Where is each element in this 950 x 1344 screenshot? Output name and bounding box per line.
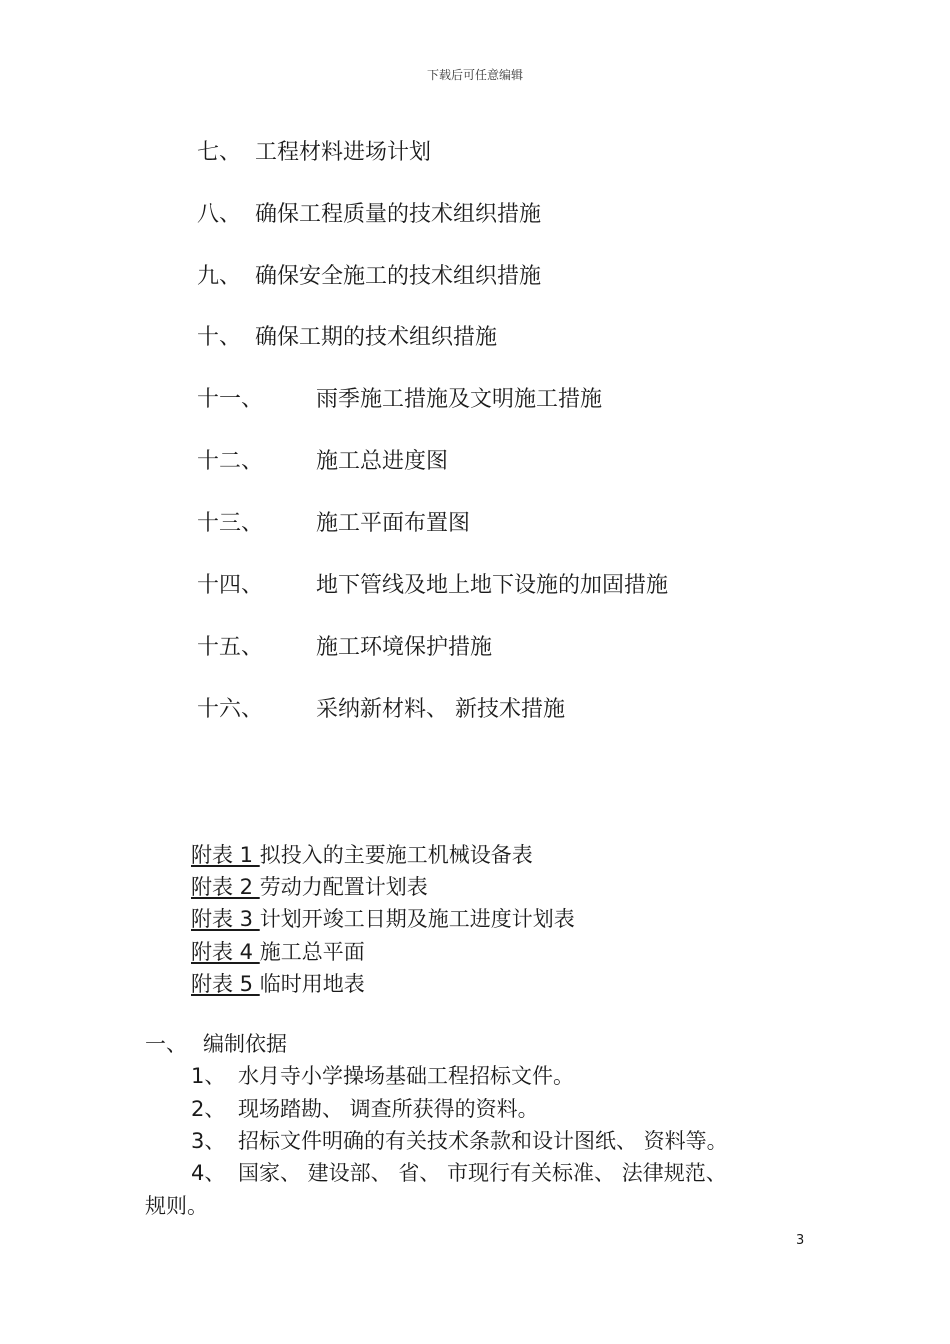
section-heading	[145, 1029, 287, 1059]
section-number: 一、	[145, 1032, 187, 1056]
appendix-link[interactable]: 附表 4	[191, 940, 260, 964]
list-item	[191, 1094, 539, 1124]
item-text: 现场踏勘、 调查所获得的资料。	[238, 1097, 539, 1121]
appendix-title: 临时用地表	[259, 972, 365, 996]
toc-title: 工程材料进场计划	[255, 140, 432, 165]
appendix-title: 施工总平面	[259, 940, 365, 964]
section-title: 编制依据	[203, 1032, 287, 1056]
appendix-link[interactable]: 附表 1	[191, 843, 260, 867]
toc-number: 十二、	[197, 449, 264, 474]
item-text: 水月寺小学操场基础工程招标文件。	[238, 1064, 574, 1088]
appendix-link[interactable]: 附表 2	[191, 875, 260, 899]
item-number: 1、	[191, 1064, 226, 1088]
appendix-link[interactable]: 附表 3	[191, 907, 260, 931]
toc-number: 十四、	[197, 573, 264, 598]
appendix-title: 拟投入的主要施工机械设备表	[259, 843, 533, 867]
appendix-title: 计划开竣工日期及施工进度计划表	[259, 907, 575, 931]
toc-title: 地下管线及地上地下设施的加固措施	[316, 573, 669, 598]
toc-number: 九、	[197, 264, 242, 289]
item-number: 4、	[191, 1161, 226, 1185]
toc-title: 确保安全施工的技术组织措施	[255, 264, 542, 289]
item-continuation: 规则。	[145, 1194, 208, 1218]
list-item	[191, 1126, 728, 1156]
appendix-link[interactable]: 附表 5	[191, 972, 260, 996]
appendix-item[interactable]	[191, 872, 428, 902]
toc-number: 十、	[197, 325, 242, 350]
item-text: 国家、 建设部、 省、 市现行有关标准、 法律规范、	[238, 1161, 727, 1185]
toc-number: 十一、	[197, 387, 264, 412]
toc-title: 施工平面布置图	[316, 511, 471, 536]
item-text: 招标文件明确的有关技术条款和设计图纸、 资料等。	[238, 1129, 728, 1153]
appendix-title: 劳动力配置计划表	[259, 875, 428, 899]
page-header: 下载后可任意编辑	[426, 68, 523, 82]
toc-title: 确保工程质量的技术组织措施	[255, 202, 542, 227]
item-number: 3、	[191, 1129, 226, 1153]
list-item	[191, 1061, 574, 1091]
item-number: 2、	[191, 1097, 226, 1121]
toc-number: 八、	[197, 202, 242, 227]
toc-number: 十三、	[197, 511, 264, 536]
appendix-item[interactable]	[191, 937, 365, 967]
appendix-item[interactable]	[191, 840, 533, 870]
toc-title: 采纳新材料、 新技术措施	[316, 697, 565, 722]
toc-number: 十六、	[197, 697, 264, 722]
page-number: 3	[796, 1233, 805, 1248]
toc-number: 七、	[197, 140, 242, 165]
toc-number: 十五、	[197, 635, 264, 660]
toc-title: 施工总进度图	[316, 449, 449, 474]
toc-title: 雨季施工措施及文明施工措施	[316, 387, 603, 412]
appendix-item[interactable]	[191, 904, 575, 934]
toc-title: 施工环境保护措施	[316, 635, 493, 660]
list-item	[191, 1158, 727, 1188]
toc-title: 确保工期的技术组织措施	[255, 325, 498, 350]
appendix-item[interactable]	[191, 969, 365, 999]
